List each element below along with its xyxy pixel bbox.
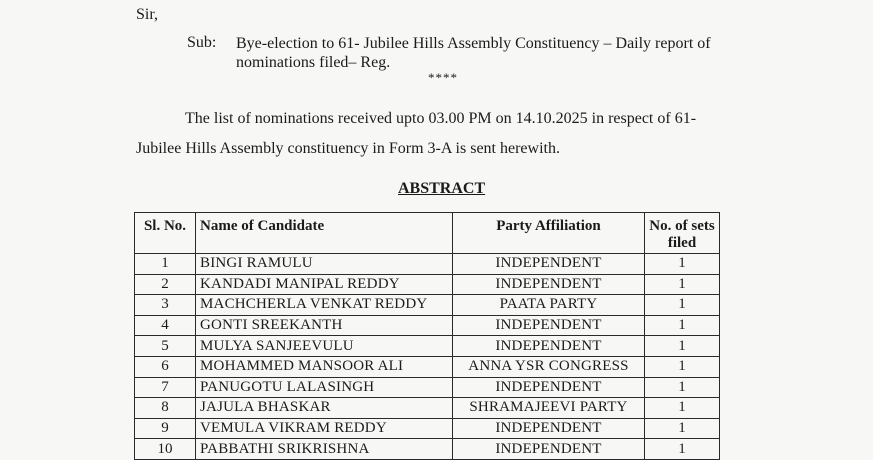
cell-sl-no: 9 — [135, 418, 196, 439]
cell-party: INDEPENDENT — [453, 418, 645, 439]
cell-sets-filed: 1 — [645, 418, 720, 439]
column-header-name: Name of Candidate — [196, 213, 453, 254]
cell-sl-no: 6 — [135, 356, 196, 377]
cell-candidate-name: MULYA SANJEEVULU — [196, 336, 453, 357]
column-header-sl-no: Sl. No. — [135, 213, 196, 254]
body-paragraph — [136, 104, 736, 164]
table-row — [135, 439, 720, 460]
cell-sl-no: 5 — [135, 336, 196, 357]
nominations-table — [134, 212, 720, 460]
separator-stars: **** — [428, 70, 458, 85]
column-header-party: Party Affiliation — [453, 213, 645, 254]
table-row — [135, 315, 720, 336]
column-header-sets: No. of sets filed — [645, 213, 720, 254]
cell-sets-filed: 1 — [645, 254, 720, 275]
cell-party: INDEPENDENT — [453, 377, 645, 398]
cell-sets-filed: 1 — [645, 315, 720, 336]
abstract-heading: ABSTRACT — [398, 180, 486, 197]
cell-sets-filed: 1 — [645, 356, 720, 377]
cell-sets-filed: 1 — [645, 274, 720, 295]
cell-sets-filed: 1 — [645, 398, 720, 419]
cell-party: ANNA YSR CONGRESS — [453, 356, 645, 377]
table-row — [135, 254, 720, 275]
cell-candidate-name: BINGI RAMULU — [196, 254, 453, 275]
subject-label: Sub: — [187, 34, 217, 51]
cell-sets-filed: 1 — [645, 336, 720, 357]
cell-sl-no: 1 — [135, 254, 196, 275]
table-row — [135, 398, 720, 419]
cell-sl-no: 3 — [135, 295, 196, 316]
cell-candidate-name: PANUGOTU LALASINGH — [196, 377, 453, 398]
cell-sl-no: 4 — [135, 315, 196, 336]
table-row — [135, 377, 720, 398]
cell-sl-no: 10 — [135, 439, 196, 460]
paragraph-line-1: The list of nominations received upto 03.00 PM on 14.10.2025 in respect of 61- — [185, 110, 697, 127]
table-row — [135, 418, 720, 439]
cell-party: INDEPENDENT — [453, 336, 645, 357]
salutation: Sir, — [136, 6, 159, 23]
table-body — [135, 254, 720, 460]
cell-candidate-name: GONTI SREEKANTH — [196, 315, 453, 336]
cell-candidate-name: JAJULA BHASKAR — [196, 398, 453, 419]
table-header-row — [135, 213, 720, 254]
cell-candidate-name: MOHAMMED MANSOOR ALI — [196, 356, 453, 377]
cell-party: INDEPENDENT — [453, 439, 645, 460]
cell-sets-filed: 1 — [645, 377, 720, 398]
cell-party: INDEPENDENT — [453, 315, 645, 336]
cell-party: INDEPENDENT — [453, 274, 645, 295]
cell-sets-filed: 1 — [645, 295, 720, 316]
table-row — [135, 356, 720, 377]
cell-candidate-name: VEMULA VIKRAM REDDY — [196, 418, 453, 439]
cell-candidate-name: KANDADI MANIPAL REDDY — [196, 274, 453, 295]
cell-sl-no: 7 — [135, 377, 196, 398]
cell-party: PAATA PARTY — [453, 295, 645, 316]
table-row — [135, 274, 720, 295]
cell-candidate-name: PABBATHI SRIKRISHNA — [196, 439, 453, 460]
paragraph-line-2: Jubilee Hills Assembly constituency in Form 3-A is sent herewith. — [136, 140, 560, 157]
cell-candidate-name: MACHCHERLA VENKAT REDDY — [196, 295, 453, 316]
cell-sl-no: 2 — [135, 274, 196, 295]
table-row — [135, 295, 720, 316]
cell-sl-no: 8 — [135, 398, 196, 419]
subject-text: Bye-election to 61- Jubilee Hills Assembly Constituency – Daily report of nominations filed– Reg. — [236, 35, 711, 71]
table-row — [135, 336, 720, 357]
cell-party: INDEPENDENT — [453, 254, 645, 275]
cell-sets-filed: 1 — [645, 439, 720, 460]
cell-party: SHRAMAJEEVI PARTY — [453, 398, 645, 419]
